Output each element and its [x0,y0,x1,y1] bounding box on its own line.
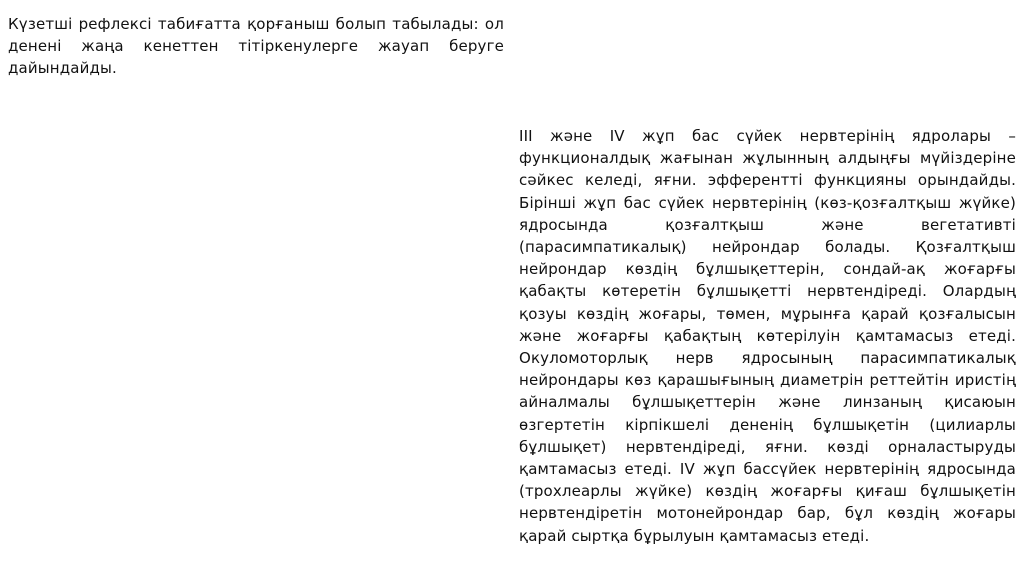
paragraph-orienting-reflex: Күзетші рефлексі табиғатта қорғаныш болып табылады: ол денені жаңа кенеттен тітіркенулерге жауап беруге дайындайды. [8,15,504,78]
paragraph-cranial-nerve-nuclei: ІІІ және IV жұп бас сүйек нервтерінің ядролары – функционалдық жағынан жұлынның алдыңғы мүйіздеріне сәйкес келеді, яғни. эфферентті функцияны орындайды. Бірінші жұп бас сүйек нервтерінің (көз-қозғалтқыш жүйке) ядросында қозғалтқыш және вегетативті (парасимпатикалық) нейрондар болады. Қозғалтқыш нейрондар көздің бұлшықеттерін, сондай-ақ жоғарғы қабақты көтеретін бұлшықетті нервтендіреді. Олардың қозуы көздің жоғары, төмен, мұрынға қарай қозғалысын және жоғарғы қабақтың көтерілуін қамтамасыз етеді. Окуломоторлық нерв ядросының парасимпатикалық нейрондары көз қарашығының диаметрін реттейтін иристің айналмалы бұлшықеттерін және линзаның қисаюын өзгертетін кірпікшелі дененің бұлшықетін (цилиарлы бұлшықет) нервтендіреді, яғни. көзді орналастыруды қамтамасыз етеді. IV жұп бассүйек нервтерінің ядросында (трохлеарлы жүйке) көздің жоғарғы қиғаш бұлшықетін нервтендіретін мотонейрондар бар, бұл көздің жоғары қарай сыртқа бұрылуын қамтамасыз етеді. [519,127,1016,545]
